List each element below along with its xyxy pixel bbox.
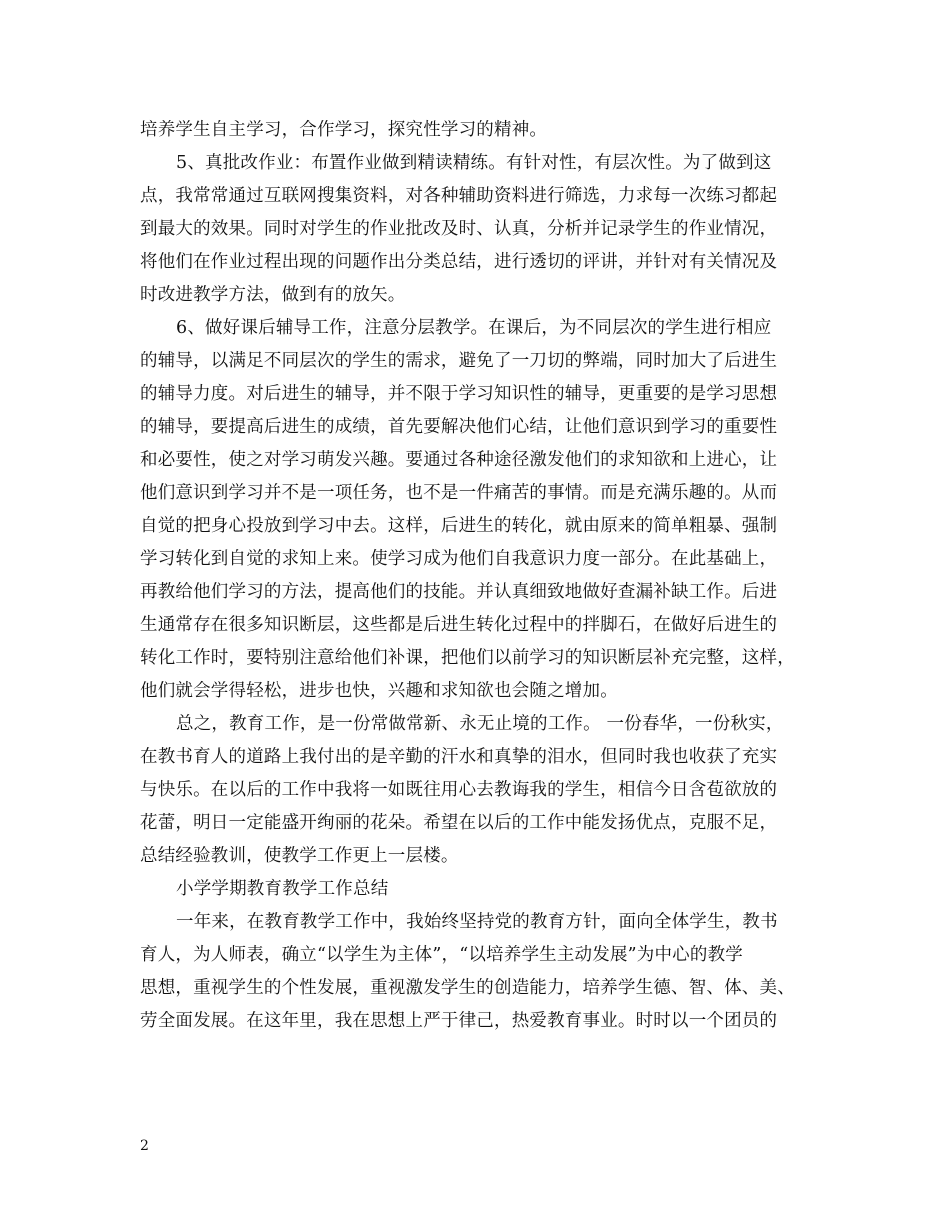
text-line: 的辅导力度。对后进生的辅导，并不限于学习知识性的辅导，更重要的是学习思想 — [140, 384, 778, 404]
text-line: 育人，为人师表，确立“以学生为主体”，“以培养学生主动发展”为中心的教学 — [140, 945, 743, 965]
text-line: 再教给他们学习的方法，提高他们的技能。并认真细致地做好查漏补缺工作。后进 — [140, 582, 778, 602]
text-line: 学习转化到自觉的求知上来。使学习成为他们自我意识力度一部分。在此基础上， — [140, 549, 778, 569]
text-line: 思想，重视学生的个性发展，重视激发学生的创造能力，培养学生德、智、体、美、 — [140, 978, 795, 998]
text-line: 他们就会学得轻松，进步也快，兴趣和求知欲也会随之增加。 — [140, 681, 618, 701]
text-line: 培养学生自主学习，合作学习，探究性学习的精神。 — [140, 120, 548, 140]
text-line: 花蕾，明日一定能盛开绚丽的花朵。希望在以后的工作中能发扬优点，克服不足， — [140, 813, 778, 833]
paragraph-start-line: 一年来，在教育教学工作中，我始终坚持党的教育方针，面向全体学生，教书 — [176, 912, 778, 932]
text-line: 的辅导，以满足不同层次的学生的需求，避免了一刀切的弊端，同时加大了后进生 — [140, 351, 778, 371]
paragraph-start-line: 总之，教育工作，是一份常做常新、永无止境的工作。 一份春华，一份秋实， — [176, 714, 784, 734]
text-line: 在教书育人的道路上我付出的是辛勤的汗水和真挚的泪水，但同时我也收获了充实 — [140, 747, 778, 767]
text-line: 总结经验教训，使教学工作更上一层楼。 — [140, 846, 459, 866]
text-line: 和必要性，使之对学习萌发兴趣。要通过各种途径激发他们的求知欲和上进心，让 — [140, 450, 778, 470]
text-line: 与快乐。在以后的工作中我将一如既往用心去教诲我的学生，相信今日含苞欲放的 — [140, 780, 778, 800]
text-line: 生通常存在很多知识断层，这些都是后进生转化过程中的拌脚石，在做好后进生的 — [140, 615, 778, 635]
section-heading: 小学学期教育教学工作总结 — [176, 879, 389, 899]
text-line: 劳全面发展。在这年里，我在思想上严于律己，热爱教育事业。时时以一个团员的 — [140, 1011, 778, 1031]
text-line: 他们意识到学习并不是一项任务，也不是一件痛苦的事情。而是充满乐趣的。从而 — [140, 483, 778, 503]
text-line: 到最大的效果。同时对学生的作业批改及时、认真，分析并记录学生的作业情况， — [140, 219, 778, 239]
page-number: 2 — [140, 1138, 149, 1154]
text-line: 点，我常常通过互联网搜集资料，对各种辅助资料进行筛选，力求每一次练习都起 — [140, 186, 778, 206]
text-line: 的辅导，要提高后进生的成绩，首先要解决他们心结，让他们意识到学习的重要性 — [140, 417, 778, 437]
text-line: 转化工作时，要特别注意给他们补课，把他们以前学习的知识断层补充完整，这样， — [140, 648, 795, 668]
text-line: 自觉的把身心投放到学习中去。这样，后进生的转化，就由原来的简单粗暴、强制 — [140, 516, 778, 536]
paragraph-start-line: 5、真批改作业：布置作业做到精读精练。有针对性，有层次性。为了做到这 — [176, 153, 772, 173]
paragraph-start-line: 6、做好课后辅导工作，注意分层教学。在课后，为不同层次的学生进行相应 — [176, 318, 772, 338]
text-line: 将他们在作业过程出现的问题作出分类总结，进行透切的评讲，并针对有关情况及 — [140, 252, 778, 272]
text-line: 时改进教学方法，做到有的放矢。 — [140, 285, 406, 305]
